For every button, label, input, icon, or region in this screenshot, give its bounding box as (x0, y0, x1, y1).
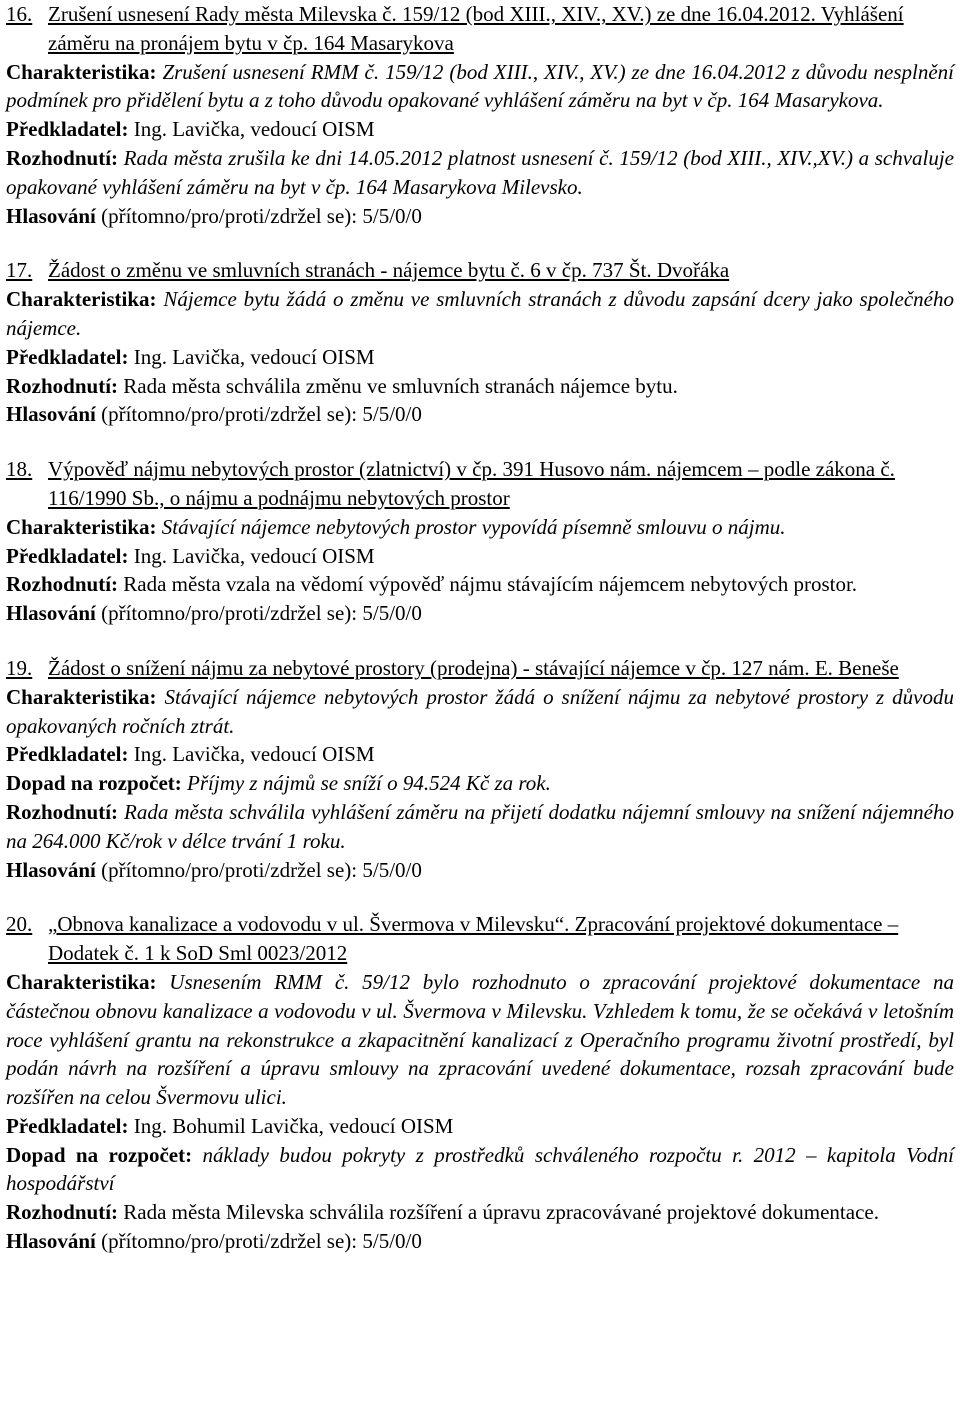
field-label: Charakteristika: (6, 287, 157, 312)
hlasovani-line (6, 599, 954, 628)
field-label: Dopad na rozpočet: (6, 771, 182, 796)
field-value: Rada města Milevska schválila rozšíření a úpravu zpracovávané projektové dokumentace. (123, 1200, 879, 1225)
item-number: 18. (6, 457, 33, 482)
field-label: Charakteristika: (6, 514, 157, 539)
field-label: Charakteristika: (6, 684, 157, 709)
hlasovani-line (6, 202, 954, 231)
predkladatel-line (6, 343, 954, 372)
charakteristika-line (6, 968, 954, 1112)
charakteristika-line (6, 285, 954, 343)
item-title: Žádost o snížení nájmu za nebytové prostory (prodejna) - stávající nájemce v čp. 127 nám. E. Beneše (48, 655, 899, 680)
item-heading (6, 0, 954, 58)
agenda-item-16 (6, 0, 954, 230)
field-value: Ing. Lavička, vedoucí OISM (133, 117, 375, 142)
field-label: Rozhodnutí: (6, 373, 119, 398)
field-value: Příjmy z nájmů se sníží o 94.524 Kč za rok. (187, 771, 551, 796)
hlasovani-line (6, 856, 954, 885)
field-value: Ing. Lavička, vedoucí OISM (133, 543, 375, 568)
field-label: Předkladatel: (6, 1113, 129, 1138)
field-value: Usnesením RMM č. 59/12 bylo rozhodnuto o zpracování projektové dokumentace na částečnou obnovu kanalizace a vodovodu v ul. Švermova v Milevsku. Vzhledem k tomu, že se očekává v letošním roce vyhlášení grantu na rekonstrukce a zkapacitnění kanalizací z Operačního programu životní prostředí, byl podán návrh na rozšíření a úpravu smlouvy na zpracování uvedené dokumentace, rozsah zpracování bude rozšířen na celou Švermovu ulici. (6, 969, 954, 1110)
dopad-line (6, 1141, 954, 1199)
agenda-item-20 (6, 910, 954, 1256)
item-heading (6, 654, 954, 683)
field-value: Stávající nájemce nebytových prostor vypovídá písemně smlouvu o nájmu. (161, 514, 786, 539)
field-value: (přítomno/pro/proti/zdržel se): 5/5/0/0 (101, 203, 422, 228)
predkladatel-line (6, 1112, 954, 1141)
agenda-item-18 (6, 455, 954, 628)
charakteristika-line (6, 58, 954, 116)
field-value: Ing. Lavička, vedoucí OISM (133, 344, 375, 369)
field-label: Hlasování (6, 203, 96, 228)
field-value: náklady budou pokryty z prostředků schváleného rozpočtu r. 2012 – kapitola Vodní hospodářství (6, 1142, 954, 1196)
rozhodnuti-line (6, 570, 954, 599)
field-label: Charakteristika: (6, 969, 157, 994)
charakteristika-line (6, 513, 954, 542)
field-label: Předkladatel: (6, 117, 129, 142)
field-label: Dopad na rozpočet: (6, 1142, 193, 1167)
rozhodnuti-line (6, 144, 954, 202)
rozhodnuti-line (6, 1198, 954, 1227)
field-value: (přítomno/pro/proti/zdržel se): 5/5/0/0 (101, 1229, 422, 1254)
item-number: 17. (6, 258, 33, 283)
dopad-line (6, 769, 954, 798)
item-title: Žádost o změnu ve smluvních stranách - nájemce bytu č. 6 v čp. 737 Št. Dvořáka (48, 258, 730, 283)
field-value: Ing. Lavička, vedoucí OISM (133, 742, 375, 767)
rozhodnuti-line (6, 798, 954, 856)
field-label: Rozhodnutí: (6, 799, 119, 824)
item-number: 19. (6, 655, 33, 680)
hlasovani-line (6, 400, 954, 429)
item-number: 16. (6, 2, 33, 26)
field-value: (přítomno/pro/proti/zdržel se): 5/5/0/0 (101, 857, 422, 882)
item-heading (6, 256, 954, 285)
field-label: Rozhodnutí: (6, 572, 119, 597)
field-label: Předkladatel: (6, 543, 129, 568)
field-value: Rada města zrušila ke dni 14.05.2012 platnost usnesení č. 159/12 (bod XIII., XIV.,XV.) a schvaluje opakované vyhlášení záměru na byt v čp. 164 Masarykova Milevsko. (6, 145, 954, 199)
field-value: (přítomno/pro/proti/zdržel se): 5/5/0/0 (101, 402, 422, 427)
field-value: Nájemce bytu žádá o změnu ve smluvních stranách z důvodu zapsání dcery jako společného nájemce. (6, 287, 954, 340)
predkladatel-line (6, 115, 954, 144)
field-value: Rada města vzala na vědomí výpověď nájmu stávajícím nájemcem nebytových prostor. (123, 572, 858, 597)
field-label: Hlasování (6, 402, 96, 427)
field-label: Rozhodnutí: (6, 1200, 119, 1225)
field-label: Rozhodnutí: (6, 145, 119, 170)
field-value: Zrušení usnesení RMM č. 159/12 (bod XIII., XIV., XV.) ze dne 16.04.2012 z důvodu nesplnění podmínek pro přidělení bytu a z toho důvodu opakované vyhlášení záměru na byt v čp. 164 Masarykova. (6, 59, 954, 113)
item-title: Zrušení usnesení Rady města Milevska č. 159/12 (bod XIII., XIV., XV.) ze dne 16.04.2012. Vyhlášení záměru na pronájem bytu v čp. 164 Masarykova (48, 2, 904, 55)
item-number: 20. (6, 912, 33, 937)
field-value: Stávající nájemce nebytových prostor žádá o snížení nájmu za nebytové prostory z důvodu opakovaných ročních ztrát. (6, 684, 955, 738)
charakteristika-line (6, 683, 954, 741)
field-label: Hlasování (6, 601, 96, 626)
rozhodnuti-line (6, 372, 954, 401)
field-label: Hlasování (6, 857, 96, 882)
field-value: Ing. Bohumil Lavička, vedoucí OISM (133, 1113, 454, 1138)
field-value: (přítomno/pro/proti/zdržel se): 5/5/0/0 (101, 601, 422, 626)
field-label: Předkladatel: (6, 742, 129, 767)
field-value: Rada města schválila vyhlášení záměru na přijetí dodatku nájemní smlouvy na snížení nájemného na 264.000 Kč/rok v délce trvání 1 roku. (6, 799, 954, 853)
agenda-item-19 (6, 654, 954, 884)
field-label: Předkladatel: (6, 344, 129, 369)
item-title: „Obnova kanalizace a vodovodu v ul. Švermova v Milevsku“. Zpracování projektové dokumentace – Dodatek č. 1 k SoD Sml 0023/2012 (48, 912, 899, 966)
item-title: Výpověď nájmu nebytových prostor (zlatnictví) v čp. 391 Husovo nám. nájemcem – podle zákona č. 116/1990 Sb., o nájmu a podnájmu nebytových prostor (48, 457, 895, 510)
item-heading (6, 910, 954, 968)
field-label: Hlasování (6, 1229, 96, 1254)
field-value: Rada města schválila změnu ve smluvních stranách nájemce bytu. (123, 373, 678, 398)
agenda-item-17 (6, 256, 954, 429)
predkladatel-line (6, 542, 954, 571)
predkladatel-line (6, 740, 954, 769)
item-heading (6, 455, 954, 513)
hlasovani-line (6, 1227, 954, 1256)
field-label: Charakteristika: (6, 59, 157, 84)
